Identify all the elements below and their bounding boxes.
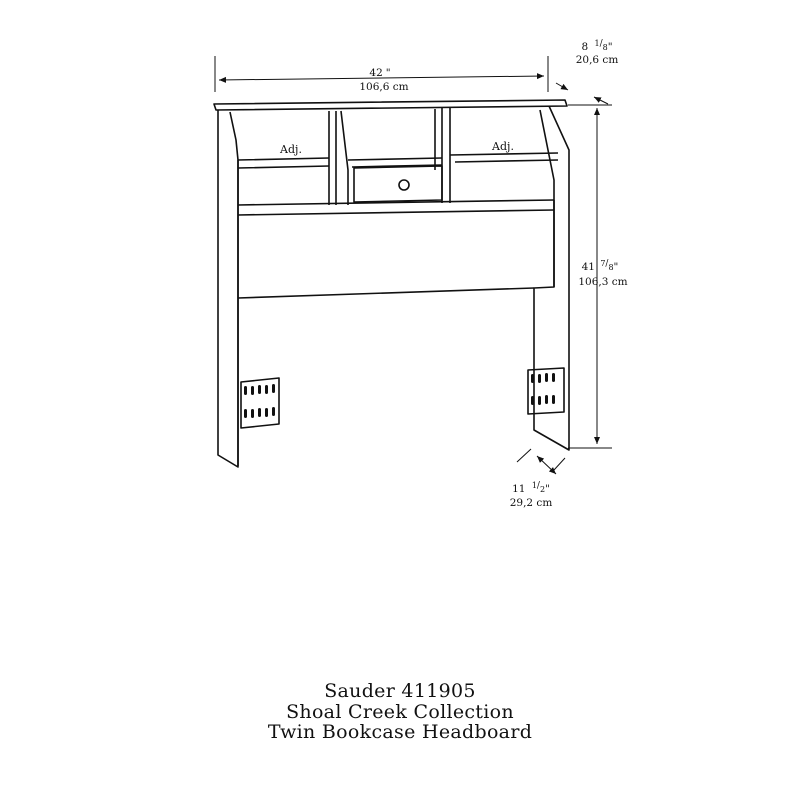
top-depth-arrow-left xyxy=(556,83,568,90)
shelf-left-label: Adj. xyxy=(280,143,302,156)
top-board xyxy=(214,100,567,110)
top-depth-arrow-right xyxy=(594,97,608,104)
leg-depth-inches: 11 $^1/_2$" xyxy=(512,481,550,495)
height-dimension xyxy=(568,105,628,448)
shelf-right-adj xyxy=(450,153,558,162)
caption-product: Twin Bookcase Headboard xyxy=(267,721,533,743)
width-cm: 106,6 cm xyxy=(359,81,409,93)
width-dimension xyxy=(215,56,548,93)
leg-extension-right xyxy=(554,458,565,470)
leg-depth-line xyxy=(537,456,556,474)
drawer-knob xyxy=(399,180,409,190)
shelf-left-adj xyxy=(238,158,329,168)
caption-model: Sauder 411905 xyxy=(324,680,476,702)
divider-left-1 xyxy=(329,111,336,205)
shelf-right-label: Adj. xyxy=(492,140,514,153)
bracket-left xyxy=(241,378,279,428)
bracket-left-slots xyxy=(244,384,275,418)
lower-panel-bottom xyxy=(238,288,534,298)
leg-depth-cm: 29,2 cm xyxy=(509,497,553,509)
top-depth-cm: 20,6 cm xyxy=(575,54,619,66)
height-cm: 106,3 cm xyxy=(578,276,628,288)
shelf-bottom-back xyxy=(238,210,554,215)
leg-extension-left xyxy=(517,449,531,462)
height-inches: 41 $^7/_8$" xyxy=(581,259,619,273)
top-depth-inches: 8 $^1/_8$" xyxy=(581,39,613,53)
divider-right-1 xyxy=(442,108,450,203)
top-depth-dimension xyxy=(556,39,618,104)
caption-collection: Shoal Creek Collection xyxy=(286,701,514,723)
leg-depth-dimension xyxy=(510,449,565,509)
drawer xyxy=(354,166,442,202)
divider-left-2 xyxy=(341,111,348,205)
width-inches: 42 " xyxy=(369,67,391,79)
left-post xyxy=(218,110,238,467)
